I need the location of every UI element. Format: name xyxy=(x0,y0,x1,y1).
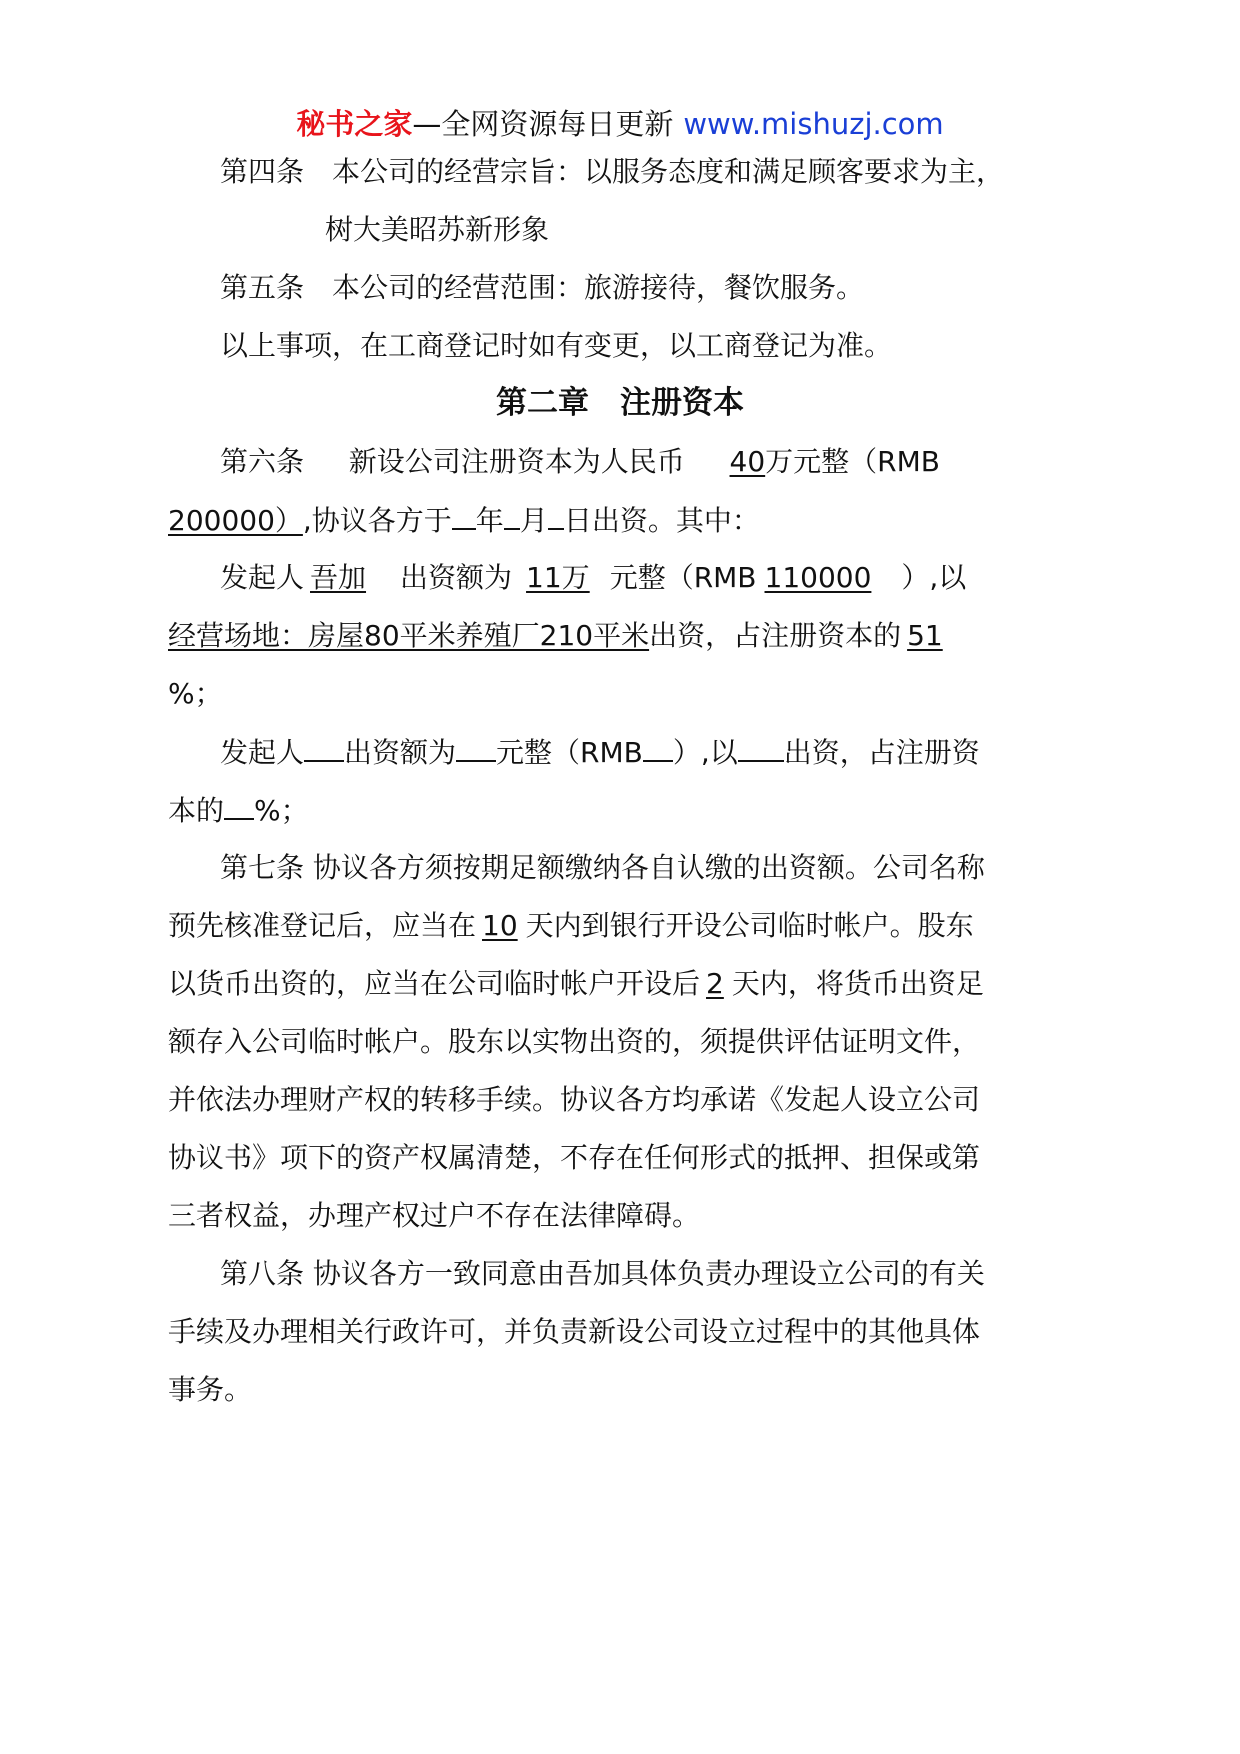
investor-2-line-2 xyxy=(168,790,309,831)
year-blank[interactable] xyxy=(452,500,476,530)
day-blank[interactable] xyxy=(548,500,564,530)
investor-1-rmb: 110000 xyxy=(764,561,872,594)
investor-2-line-1 xyxy=(220,732,980,773)
investor-2-share-blank[interactable] xyxy=(224,790,254,820)
investor-1-share-label: 出资，占注册资本的 xyxy=(649,619,902,652)
article-6-unit: 万元整（RMB xyxy=(765,445,940,478)
month-blank[interactable] xyxy=(504,500,520,530)
deposit-days: 2 xyxy=(706,967,724,1000)
investor-1-line-2 xyxy=(168,616,943,656)
account-open-days: 10 xyxy=(482,909,518,942)
article-7-line-7: 三者权益，办理产权过户不存在法律障碍。 xyxy=(168,1199,701,1232)
investor-1-rmb-label: 元整（RMB xyxy=(609,561,757,594)
article-5-text: 本公司的经营范围：旅游接待，餐饮服务。 xyxy=(332,271,865,304)
article-6-date-text: ,协议各方于 xyxy=(302,504,452,537)
investor-1-share: 51 xyxy=(907,619,943,652)
investor-2-rmb-blank[interactable] xyxy=(643,732,673,762)
article-7-line-5: 并依法办理财产权的转移手续。协议各方均承诺《发起人设立公司 xyxy=(168,1083,981,1116)
article-7-line-4: 额存入公司临时帐户。股东以实物出资的，须提供评估证明文件， xyxy=(168,1025,981,1058)
investor-2-name-blank[interactable] xyxy=(304,732,344,762)
investor-2-amount-blank[interactable] xyxy=(456,732,496,762)
month-label: 月 xyxy=(519,504,548,537)
day-label: 日出资。其中： xyxy=(563,504,760,537)
article-4-line-2: 树大美昭苏新形象 xyxy=(325,213,550,246)
change-note: 以上事项，在工商登记时如有变更，以工商登记为准。 xyxy=(220,329,893,362)
investor-2-asset-blank[interactable] xyxy=(738,732,784,762)
header-url[interactable]: www.mishuzj.com xyxy=(683,107,944,141)
investor-1-name: 吾加 xyxy=(310,561,367,594)
chapter-2-heading: 第二章 注册资本 xyxy=(496,385,744,421)
article-8-line-2: 手续及办理相关行政许可，并负责新设公司设立过程中的其他具体 xyxy=(168,1315,981,1348)
investor-2-with: ）,以 xyxy=(672,736,738,769)
page-header xyxy=(0,104,1240,144)
capital-rmb: 200000） xyxy=(168,504,303,537)
article-8-line-1: 第八条 协议各方一致同意由吾加具体负责办理设立公司的有关 xyxy=(220,1257,985,1290)
investor-2-share-label: 出资，占注册资 xyxy=(783,736,980,769)
article-7-line-1: 第七条 协议各方须按期足额缴纳各自认缴的出资额。公司名称 xyxy=(220,851,985,884)
article-4-label: 第四条 xyxy=(220,155,305,188)
investor-1-amount: 11万 xyxy=(526,561,590,594)
brand-name: 秘书之家 xyxy=(296,107,413,141)
investor-2-pct-sign: %； xyxy=(254,794,309,827)
investor-2-amount-label: 出资额为 xyxy=(344,736,457,769)
header-tagline: —全网资源每日更新 xyxy=(412,107,674,141)
investor-1-pct-sign: %； xyxy=(168,677,223,710)
investor-1-with: ）,以 xyxy=(901,561,967,594)
article-6-label: 第六条 xyxy=(220,445,305,478)
article-7-line-2: 预先核准登记后，应当在 10 天内到银行开设公司临时帐户。股东 xyxy=(168,909,974,942)
article-7-line-6: 协议书》项下的资产权属清楚，不存在任何形式的抵押、担保或第 xyxy=(168,1141,981,1174)
investor-1-line-1 xyxy=(220,558,966,598)
article-5 xyxy=(220,268,864,308)
article-5-label: 第五条 xyxy=(220,271,305,304)
article-7-line-3: 以货币出资的，应当在公司临时帐户开设后 2 天内，将货币出资足 xyxy=(168,967,984,1000)
investor-2-rmb-label: 元整（RMB xyxy=(496,736,643,769)
article-8-line-3: 事务。 xyxy=(168,1373,253,1406)
capital-amount: 40 xyxy=(729,445,766,478)
investor-1-prefix: 发起人 xyxy=(220,561,305,594)
article-4-text: 本公司的经营宗旨：以服务态度和满足顾客要求为主， xyxy=(332,155,1005,188)
article-6-line-1 xyxy=(220,442,940,482)
investor-2-prefix: 发起人 xyxy=(220,736,305,769)
investor-1-asset: 经营场地：房屋80平米养殖厂210平米 xyxy=(168,619,650,652)
investor-2-share-text: 本的 xyxy=(168,794,225,827)
article-4-line-1 xyxy=(220,152,1004,192)
year-label: 年 xyxy=(475,504,504,537)
article-6-text: 新设公司注册资本为人民币 xyxy=(348,445,685,478)
investor-1-amount-label: 出资额为 xyxy=(400,561,513,594)
article-6-line-2 xyxy=(168,500,760,541)
